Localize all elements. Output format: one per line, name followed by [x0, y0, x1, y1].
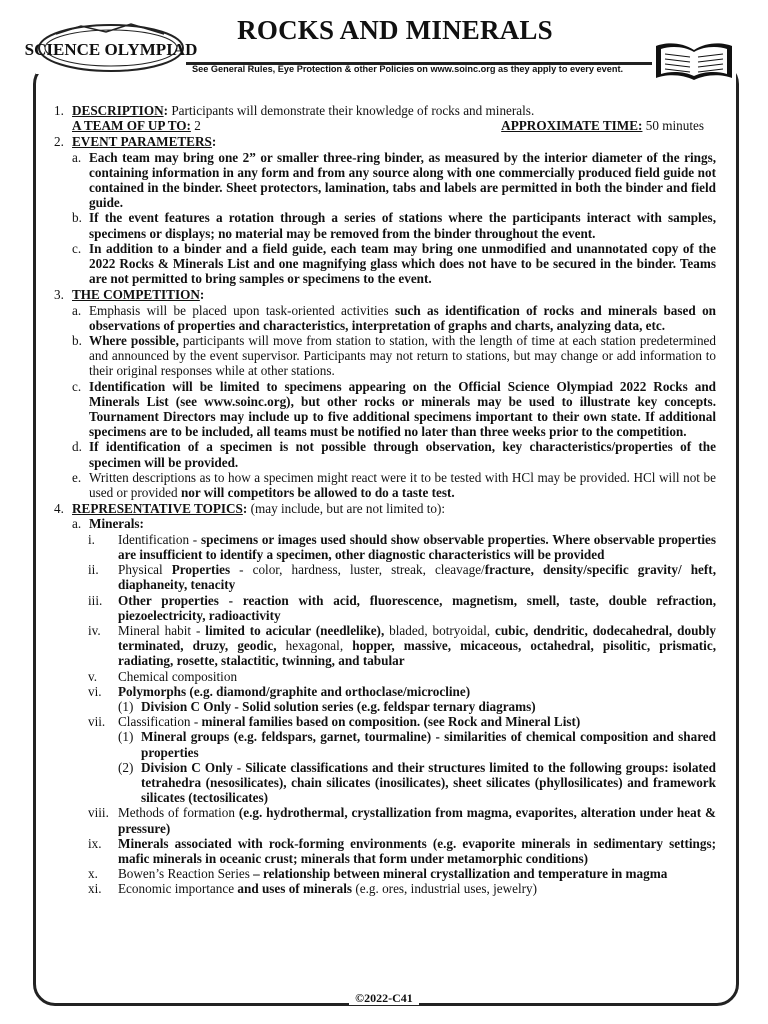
list-item: i. Identification - specimens or images used should show observable properties. Where observable properties are insufficient to identify a specimen, other diagnostic characteristics will be provided	[88, 531, 716, 562]
section-number: 3.	[54, 287, 64, 303]
sub-list-item: (1) Mineral groups (e.g. feldspars, garnet, tourmaline) - similarities of chemical composition and shared properties	[118, 729, 716, 760]
open-book-icon	[652, 38, 736, 84]
section-description: 1. DESCRIPTION: Participants will demonstrate their knowledge of rocks and minerals. A TEAM OF UP TO: 2 APPROXIMATE TIME: 50 minutes	[54, 103, 704, 134]
list-item: v. Chemical composition	[88, 668, 238, 684]
list-item: x. Bowen’s Reaction Series – relationship between mineral crystallization and temperature in magma	[88, 866, 668, 882]
minerals-group: a. Minerals:	[72, 516, 144, 532]
list-item: viii. Methods of formation (e.g. hydrothermal, crystallization from magma, evaporites, alteration under heat & pressure)	[88, 805, 716, 836]
svg-text:SCIENCE OLYMPIAD: SCIENCE OLYMPIAD	[24, 40, 198, 59]
list-item: c. In addition to a binder and a field guide, each team may bring one unmodified and unannotated copy of the 2022 Rocks & Minerals List and one magnifying glass which does not have to be secured in the binder. Teams are not permitted to bring samples or specimens to the event.	[72, 240, 716, 287]
section-heading: EVENT PARAMETERS	[72, 134, 212, 150]
page-footer	[0, 991, 768, 1006]
section-number: 1.	[54, 103, 64, 118]
approximate-time-value: 50 minutes	[642, 118, 704, 134]
section-heading: THE COMPETITION	[72, 287, 200, 303]
section-representative-topics: 4. REPRESENTATIVE TOPICS: (may include, but are not limited to): a. Minerals: i. Identification - specimens or images used should show observable properties. Where observable properties are insufficient to identify a specimen, other diagnostic characteristics will be provided ii. Physical Properties - color, hardness, luster, streak, cleavage/fracture, density/specific gravity/ heft, diaphaneity, tenacity iii. Other properties - reaction with acid, fluorescence, magnetism, smell, taste, double refraction, piezoelectricity, radioactivity iv. Mineral habit - limited to acicular (needlelike), bladed, botryoidal, cubic, dendritic, dodecahedral, doubly terminated, druzy, geodic, hexagonal, hopper, massive, micaceous, octahedral, pisolitic, prismatic, radiating, rosette, stalactitic, twinning, and tabular v. Chemical composition vi. Polymorphs (e.g. diamond/graphite and orthoclase/microcline) (1) Division C Only - Solid solution series (e.g. feldspar ternary diagrams) vii. Classification - mineral families based on composition. (see Rock and Mineral List) (1) Mineral groups (e.g. feldspars, garnet, tourmaline) - similarities of chemical composition and shared properties (2) Division C Only - Silicate classifications and their structures limited to the following groups: isolated tetrahedra (nesosilicates), chain silicates (inosilicates), sheet silicates (phyllosilicates) and framework silicates (tectosilicates) viii. Methods of formation (e.g. hydrothermal, crystallization from magma, evaporites, alteration under heat & pressure) ix. Minerals associated with rock-forming environments (e.g. evaporite minerals in sedimentary settings; mafic minerals in oceanic crust; minerals that form under metamorphic conditions) x. Bowen’s Reaction Series – relationship between mineral crystallization and temperature in magma xi. Economic importance and uses of minerals (e.g. ores, industrial uses, jewelry)	[54, 501, 716, 897]
sub-list-item: (1) Division C Only - Solid solution series (e.g. feldspar ternary diagrams)	[118, 698, 536, 714]
approximate-time-label: APPROXIMATE TIME:	[501, 118, 643, 134]
event-rules-body	[54, 102, 716, 897]
list-item: vi. Polymorphs (e.g. diamond/graphite and orthoclase/microcline) (1) Division C Only - Solid solution series (e.g. feldspar ternary diagrams)	[72, 684, 716, 714]
section-number: 2.	[54, 134, 64, 150]
section-number: 4.	[54, 501, 64, 517]
list-item: xi. Economic importance and uses of minerals (e.g. ores, industrial uses, jewelry)	[88, 881, 538, 897]
team-size-label: A TEAM OF UP TO:	[72, 118, 191, 134]
science-olympiad-logo	[24, 18, 198, 74]
list-item: ix. Minerals associated with rock-forming environments (e.g. evaporite minerals in sedimentary settings; mafic minerals in oceanic crust; minerals that form under metamorphic conditions)	[88, 835, 716, 866]
list-item: e. Written descriptions as to how a specimen might react were it to be tested with HCl may be provided. HCl will not be used or provided nor will competitors be allowed to do a taste test.	[72, 469, 716, 501]
list-item: iv. Mineral habit - limited to acicular (needlelike), bladed, botryoidal, cubic, dendritic, dodecahedral, doubly terminated, druzy, geodic, hexagonal, hopper, massive, micaceous, octahedral, pisolitic, prismatic, radiating, rosette, stalactitic, twinning, and tabular	[88, 622, 716, 669]
rules-note: See General Rules, Eye Protection & other Policies on www.soinc.org as they apply to every event.	[192, 64, 624, 74]
list-item: b. Where possible, participants will move from station to station, with the length of time at each station predetermined and announced by the event supervisor. Participants may not return to stations, but may change or add information to their original responses while at other stations.	[72, 333, 716, 379]
list-item: d. If identification of a specimen is not possible through observation, key characteristics/properties of the specimen will be provided.	[72, 439, 716, 470]
section-event-parameters: 2. EVENT PARAMETERS: a. Each team may bring one 2” or smaller three-ring binder, as measured by the interior diameter of the rings, containing information in any form and from any source along with one commercially produced field guide not contained in the binder. Sheet protectors, lamination, tabs and labels are permitted in both the binder and field guide. b. If the event features a rotation through a series of stations where the participants interact with samples, specimens or displays; no material may be removed from the binder throughout the event. c. In addition to a binder and a field guide, each team may bring one unmodified and unannotated copy of the 2022 Rocks & Minerals List and one magnifying glass which does not have to be secured in the binder. Teams are not permitted to bring samples or specimens to the event.	[54, 134, 716, 287]
list-item: vii. Classification - mineral families based on composition. (see Rock and Mineral List) (1) Mineral groups (e.g. feldspars, garnet, tourmaline) - similarities of chemical composition and shared properties (2) Division C Only - Silicate classifications and their structures limited to the following groups: isolated tetrahedra (nesosilicates), chain silicates (inosilicates), sheet silicates (phyllosilicates) and framework silicates (tectosilicates)	[88, 714, 716, 806]
list-item: a. Emphasis will be placed upon task-oriented activities such as identification of rocks and minerals based on observations of properties and characteristics, interpretation of graphs and charts, analyzing data, etc.	[72, 302, 717, 333]
team-size-value: 2	[190, 118, 201, 134]
list-item: c. Identification will be limited to specimens appearing on the Official Science Olympiad 2022 Rocks and Minerals List (see www.soinc.org), but other rocks or minerals may be used to illustrate key concepts. Tournament Directors may include up to five additional specimens important to their own state. If additional specimens are to be included, all teams must be notified no later than three weeks prior to the competition.	[72, 378, 716, 440]
list-item: iii. Other properties - reaction with acid, fluorescence, magnetism, smell, taste, double refraction, piezoelectricity, radioactivity	[88, 592, 716, 623]
copyright-text: ©2022-C41	[349, 991, 419, 1005]
list-item: a. Each team may bring one 2” or smaller three-ring binder, as measured by the interior diameter of the rings, containing information in any form and from any source along with one commercially produced field guide not contained in the binder. Sheet protectors, lamination, tabs and labels are permitted in both the binder and field guide.	[72, 149, 716, 211]
sub-list-item: (2) Division C Only - Silicate classifications and their structures limited to the following groups: isolated tetrahedra (nesosilicates), chain silicates (inosilicates), sheet silicates (phyllosilicates) and framework silicates (tectosilicates)	[118, 759, 716, 806]
page-title: ROCKS AND MINERALS	[237, 15, 553, 45]
list-item: ii. Physical Properties - color, hardness, luster, streak, cleavage/fracture, density/specific gravity/ heft, diaphaneity, tenacity	[88, 562, 716, 593]
list-item: b. If the event features a rotation through a series of stations where the participants interact with samples, specimens or displays; no material may be removed from the binder throughout the event.	[72, 210, 716, 241]
minerals-heading: Minerals:	[89, 516, 144, 532]
section-heading: DESCRIPTION	[72, 103, 164, 118]
section-heading: REPRESENTATIVE TOPICS	[72, 501, 243, 517]
section-competition: 3. THE COMPETITION: a. Emphasis will be placed upon task-oriented activities such as identification of rocks and minerals based on observations of properties and characteristics, interpretation of graphs and charts, analyzing data, etc. b. Where possible, participants will move from station to station, with the length of time at each station predetermined and announced by the event supervisor. Participants may not return to stations, but may change or add information to their original responses while at other stations. c. Identification will be limited to specimens appearing on the Official Science Olympiad 2022 Rocks and Minerals List (see www.soinc.org), but other rocks or minerals may be used to illustrate key concepts. Tournament Directors may include up to five additional specimens important to their own state. If additional specimens are to be included, all teams must be notified no later than three weeks prior to the competition. d. If identification of a specimen is not possible through observation, key characteristics/properties of the specimen will be provided. e. Written descriptions as to how a specimen might react were it to be tested with HCl may be provided. HCl will not be used or provided nor will competitors be allowed to do a taste test.	[54, 287, 717, 501]
description-text: Participants will demonstrate their knowledge of rocks and minerals.	[168, 103, 535, 118]
